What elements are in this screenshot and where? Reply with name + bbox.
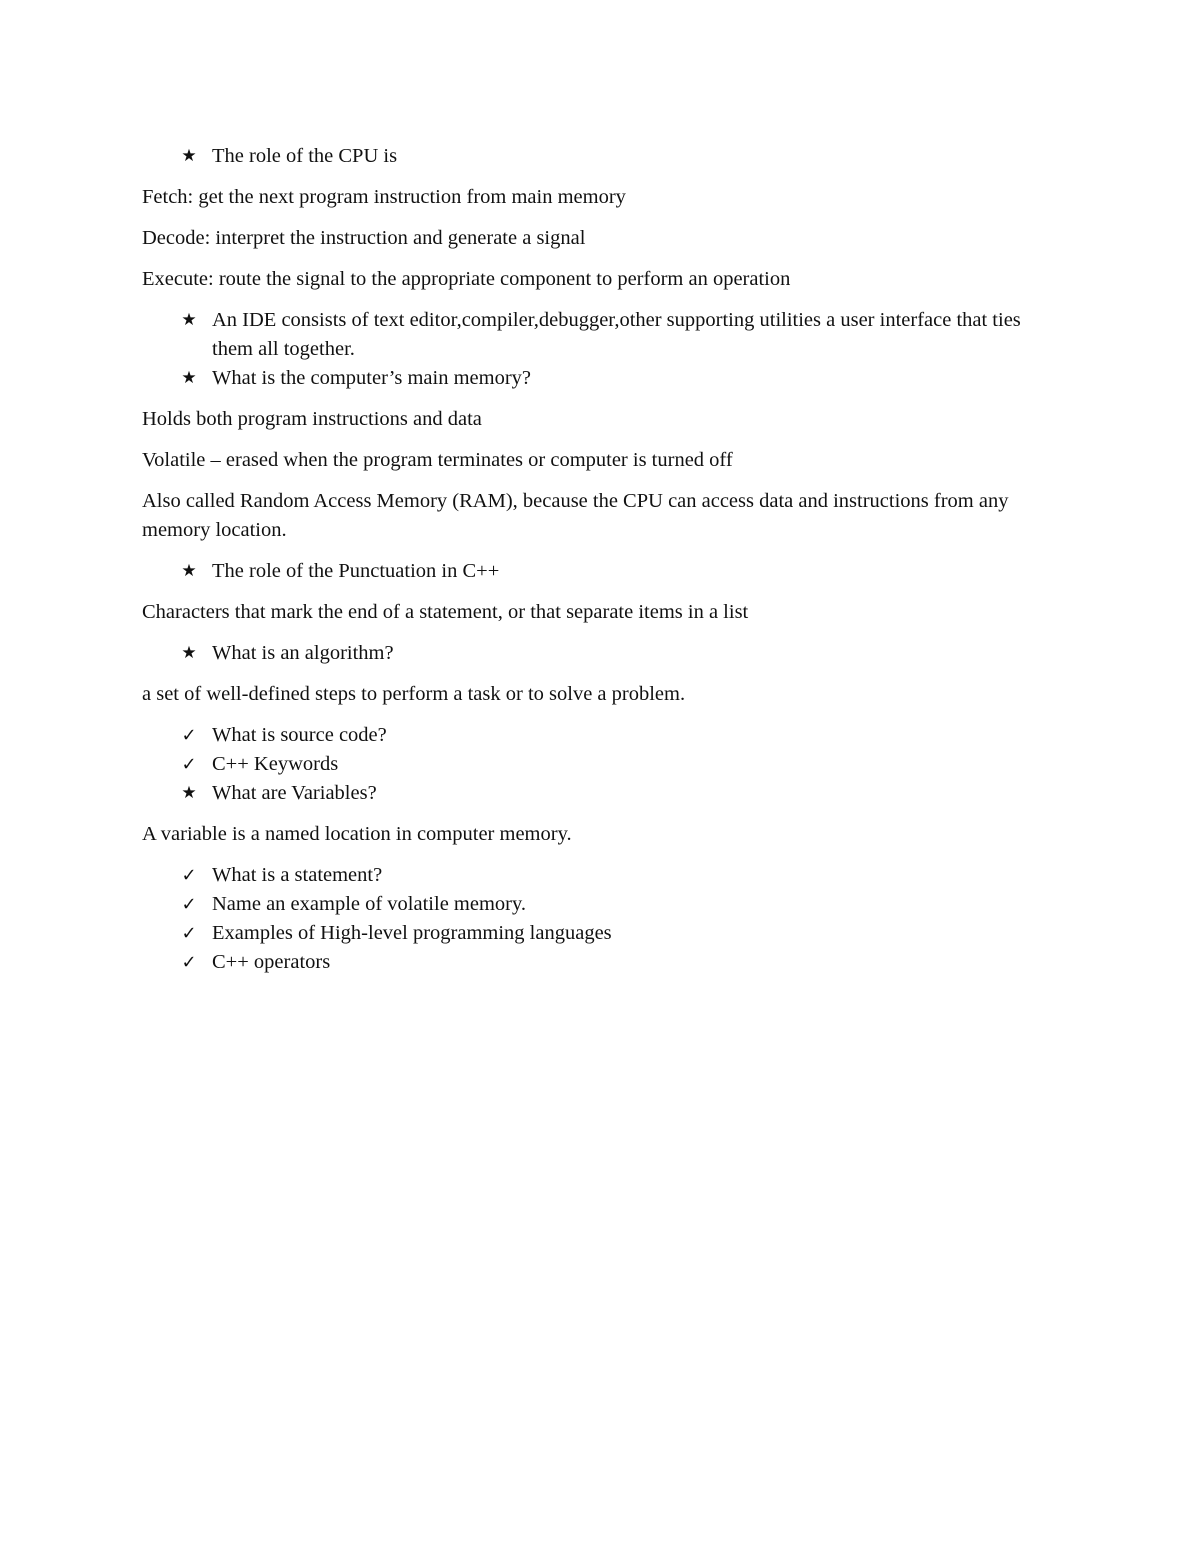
- star-icon: ★: [181, 643, 197, 663]
- list-item: [142, 306, 1062, 364]
- list-item-text: C++ Keywords: [212, 753, 339, 775]
- list-item-text: What is an algorithm?: [212, 642, 394, 664]
- bullet-list: [142, 721, 1062, 808]
- paragraph: Fetch: get the next program instruction from main memory: [142, 186, 626, 208]
- list-item-text: What is source code?: [212, 724, 387, 746]
- checkmark-icon: ✓: [181, 894, 197, 915]
- checkmark-icon: ✓: [181, 754, 197, 775]
- paragraph: Holds both program instructions and data: [142, 408, 482, 430]
- bullet-list: [142, 861, 1062, 977]
- star-icon: ★: [181, 783, 197, 803]
- list-item-text: C++ operators: [212, 951, 331, 973]
- star-icon: ★: [181, 146, 197, 166]
- bullet-list: [142, 557, 1062, 586]
- paragraph: Also called Random Access Memory (RAM), because the CPU can access data and instructions from any memory location.: [142, 490, 1009, 541]
- list-item-text: Examples of High-level programming languages: [212, 922, 612, 944]
- checkmark-icon: ✓: [181, 952, 197, 973]
- document-body: [142, 142, 1062, 989]
- paragraph: A variable is a named location in computer memory.: [142, 823, 572, 845]
- paragraph: Decode: interpret the instruction and generate a signal: [142, 227, 586, 249]
- paragraph: Execute: route the signal to the appropriate component to perform an operation: [142, 268, 791, 290]
- list-item: [142, 919, 1062, 948]
- checkmark-icon: ✓: [181, 923, 197, 944]
- bullet-list: [142, 306, 1062, 393]
- star-icon: ★: [181, 310, 197, 330]
- list-item-text: An IDE consists of text editor,compiler,debugger,other supporting utilities a user interface that ties them all together.: [212, 309, 1021, 360]
- paragraph: Volatile – erased when the program terminates or computer is turned off: [142, 449, 733, 471]
- list-item: [142, 557, 1062, 586]
- list-item: [142, 721, 1062, 750]
- list-item-text: What is a statement?: [212, 864, 383, 886]
- list-item-text: What is the computer’s main memory?: [212, 367, 531, 389]
- star-icon: ★: [181, 368, 197, 388]
- checkmark-icon: ✓: [181, 865, 197, 886]
- list-item-text: The role of the CPU is: [212, 145, 398, 167]
- list-item: [142, 750, 1062, 779]
- list-item-text: The role of the Punctuation in C++: [212, 560, 500, 582]
- list-item: [142, 890, 1062, 919]
- paragraph: a set of well-defined steps to perform a task or to solve a problem.: [142, 683, 686, 705]
- paragraph: Characters that mark the end of a statement, or that separate items in a list: [142, 601, 749, 623]
- star-icon: ★: [181, 561, 197, 581]
- list-item: [142, 142, 1062, 171]
- list-item: [142, 639, 1062, 668]
- list-item: [142, 364, 1062, 393]
- list-item: [142, 861, 1062, 890]
- checkmark-icon: ✓: [181, 725, 197, 746]
- list-item-text: Name an example of volatile memory.: [212, 893, 527, 915]
- list-item: [142, 779, 1062, 808]
- list-item: [142, 948, 1062, 977]
- bullet-list: [142, 639, 1062, 668]
- list-item-text: What are Variables?: [212, 782, 377, 804]
- bullet-list: [142, 142, 1062, 171]
